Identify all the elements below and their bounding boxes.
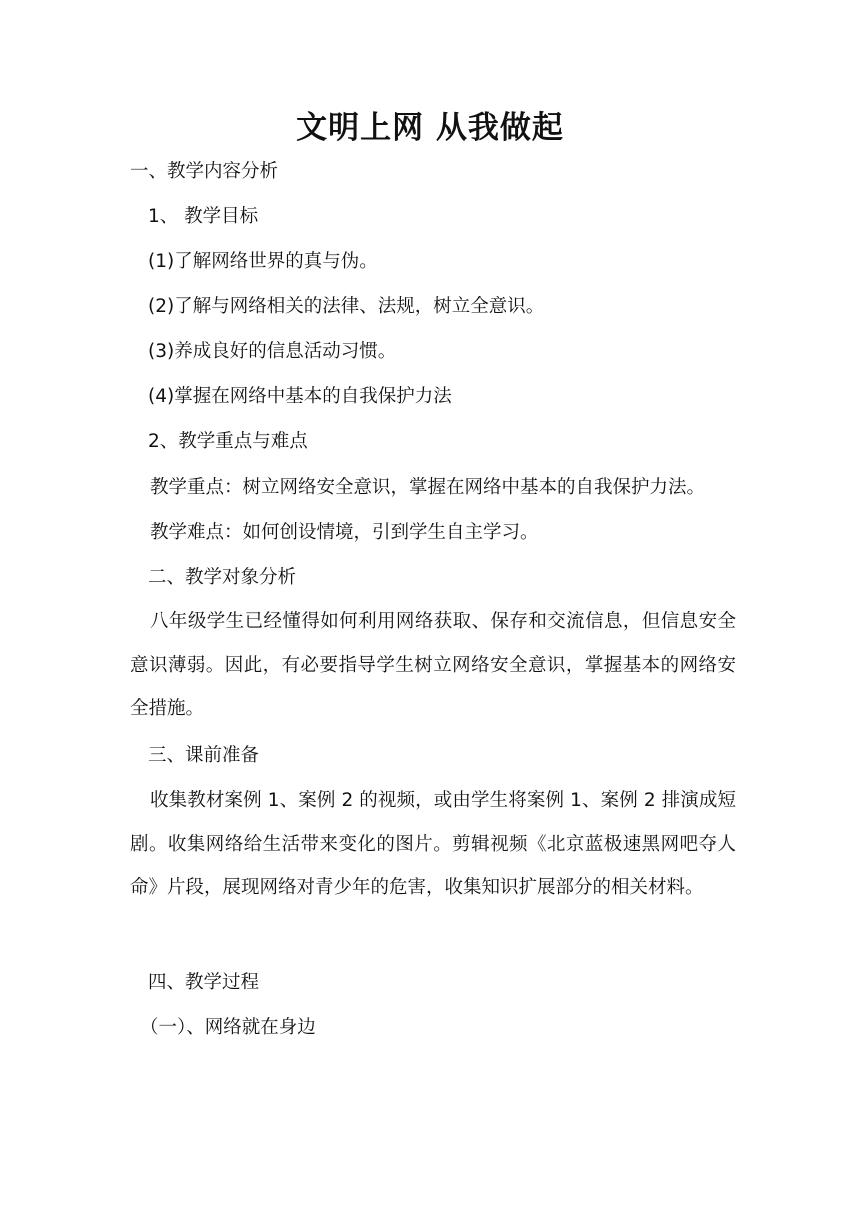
preparation-paragraph: 收集教材案例 1、案例 2 的视频，或由学生将案例 1、案例 2 排演成短剧。收集网络给生活带来变化的图片。剪辑视频《北京蓝极速黑网吧夺人命》片段，展现网络对青少年的危害，收集知识扩展部分的相关材料。 [130,790,736,898]
goal-item-3: (3)养成良好的信息活动习惯。 [148,341,397,362]
subsection-heading-goals: 1、 教学目标 [148,206,259,227]
subsection-heading-key-points: 2、教学重点与难点 [148,431,308,452]
process-subsection-1: （一）、网络就在身边 [140,1017,316,1038]
key-point-text: 教学重点：树立网络安全意识，掌握在网络中基本的自我保护力法。 [150,477,706,498]
document-title: 文明上网 从我做起 [296,110,564,146]
goal-item-4: (4)掌握在网络中基本的自我保护力法 [148,386,452,407]
section-heading-audience: 二、教学对象分析 [148,567,297,588]
goal-item-1: (1)了解网络世界的真与伪。 [148,251,378,272]
section-heading-content-analysis: 一、教学内容分析 [130,161,279,182]
goal-item-2: (2)了解与网络相关的法律、法规，树立全意识。 [148,296,545,317]
section-heading-process: 四、教学过程 [148,972,260,993]
difficult-point-text: 教学难点：如何创设情境，引到学生自主学习。 [150,522,539,543]
section-heading-preparation: 三、课前准备 [148,745,260,766]
audience-analysis-paragraph: 八年级学生已经懂得如何利用网络获取、保存和交流信息，但信息安全意识薄弱。因此，有必要指导学生树立网络安全意识，掌握基本的网络安全措施。 [130,611,736,719]
